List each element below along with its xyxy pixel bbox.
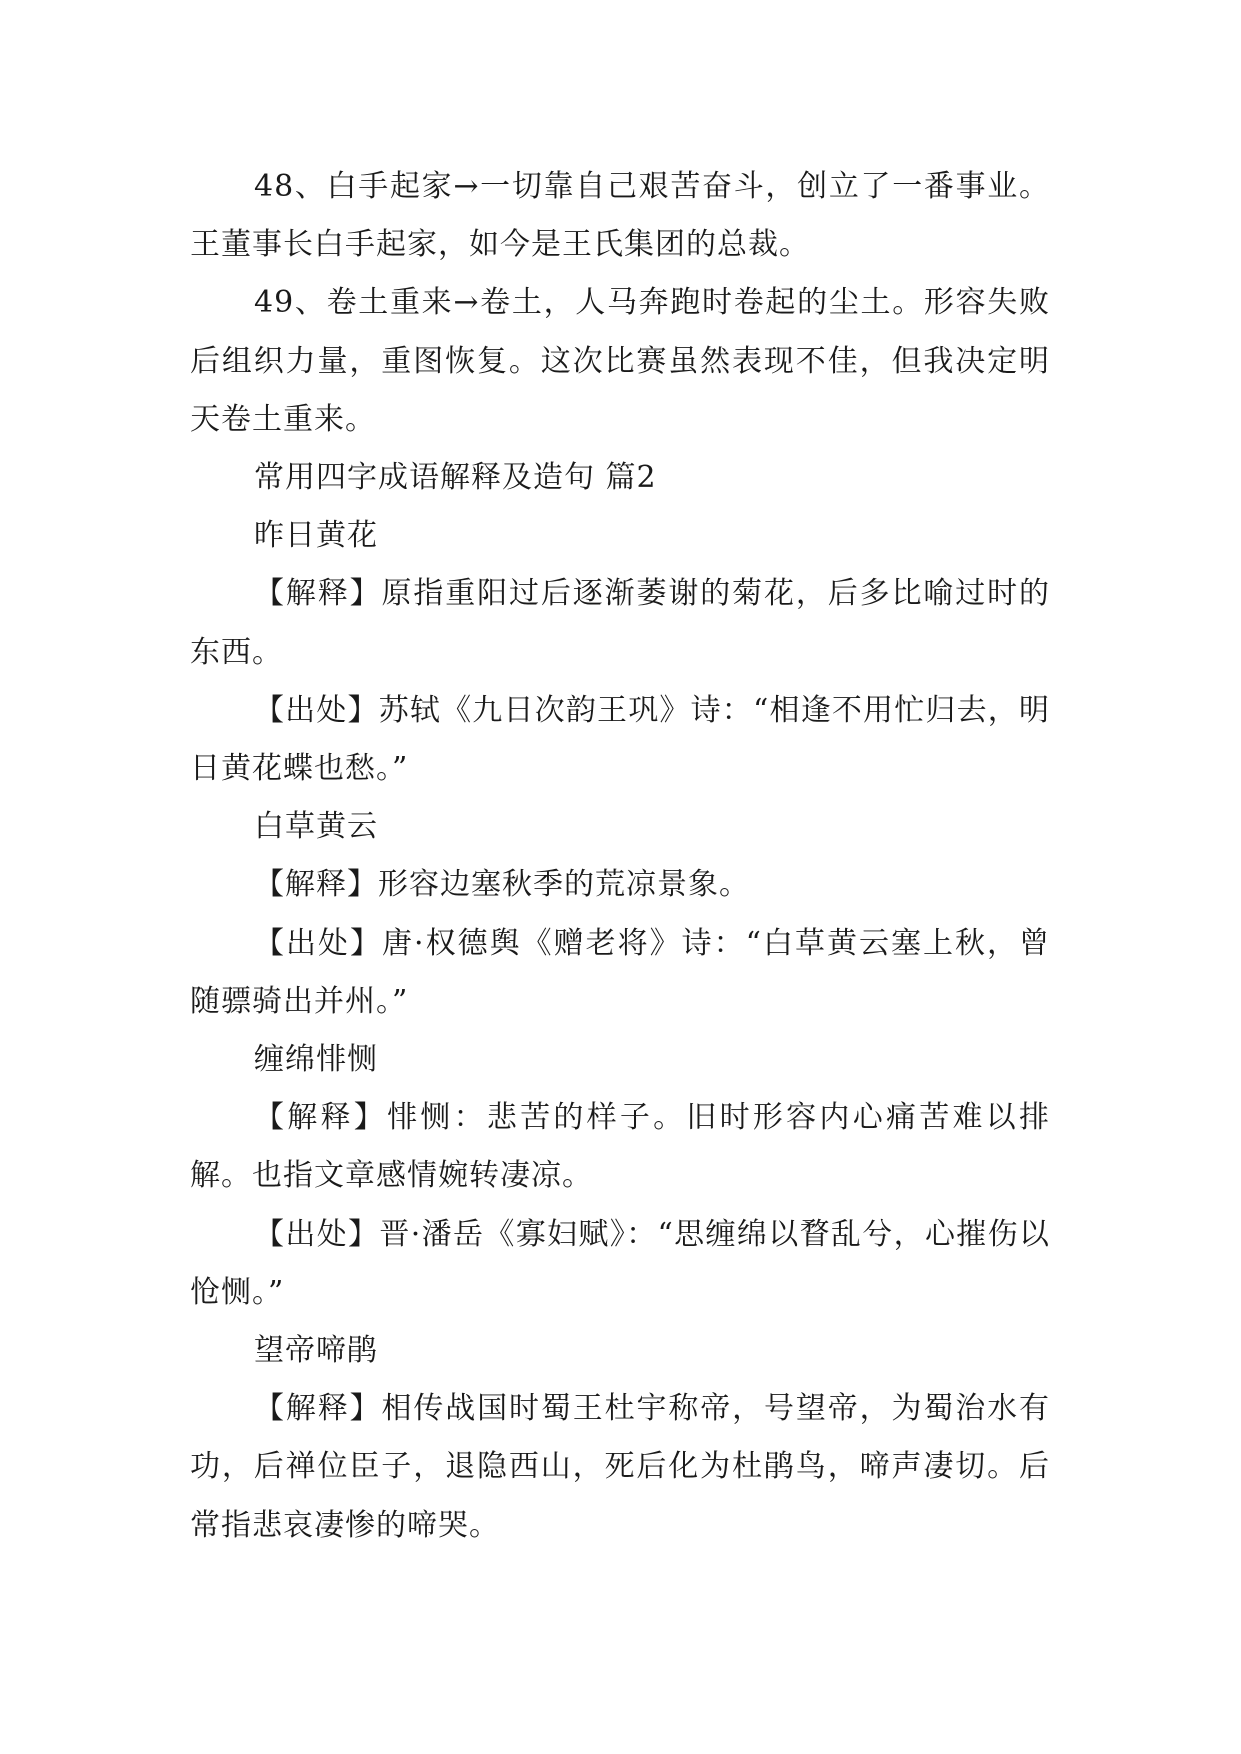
idiom-heading-3: 缠绵悱恻 (254, 1042, 378, 1078)
idiom-explanation-3: 【解释】悱恻：悲苦的样子。旧时形容内心痛苦难以排解。也指文章感情婉转凄凉。 (190, 1100, 1050, 1194)
paragraph-idiom-48: 48、白手起家→一切靠自己艰苦奋斗，创立了一番事业。王董事长白手起家，如今是王氏集团的总裁。 (190, 169, 1050, 263)
idiom-explanation-2: 【解释】形容边塞秋季的荒凉景象。 (254, 867, 750, 903)
idiom-source-3: 【出处】晋·潘岳《寡妇赋》：“思缠绵以瞀乱兮，心摧伤以怆恻。” (190, 1216, 1050, 1310)
idiom-heading-1: 昨日黄花 (254, 518, 378, 554)
idiom-source-2: 【出处】唐·权德舆《赠老将》诗：“白草黄云塞上秋，曾随骠骑出并州。” (190, 925, 1050, 1019)
idiom-explanation-4: 【解释】相传战国时蜀王杜宇称帝，号望帝，为蜀治水有功，后禅位臣子，退隐西山，死后化为杜鹃鸟，啼声凄切。后常指悲哀凄惨的啼哭。 (190, 1391, 1050, 1543)
idiom-explanation-1: 【解释】原指重阳过后逐渐萎谢的菊花，后多比喻过时的东西。 (190, 576, 1050, 670)
document-body (190, 158, 1050, 1555)
section-title: 常用四字成语解释及造句 篇2 (254, 460, 657, 496)
idiom-heading-2: 白草黄云 (254, 809, 378, 845)
idiom-source-1: 【出处】苏轼《九日次韵王巩》诗：“相逢不用忙归去，明日黄花蝶也愁。” (190, 692, 1050, 787)
paragraph-idiom-49: 49、卷土重来→卷土，人马奔跑时卷起的尘土。形容失败后组织力量，重图恢复。这次比赛虽然表现不佳，但我决定明天卷土重来。 (190, 285, 1050, 437)
idiom-heading-4: 望帝啼鹃 (254, 1333, 378, 1369)
